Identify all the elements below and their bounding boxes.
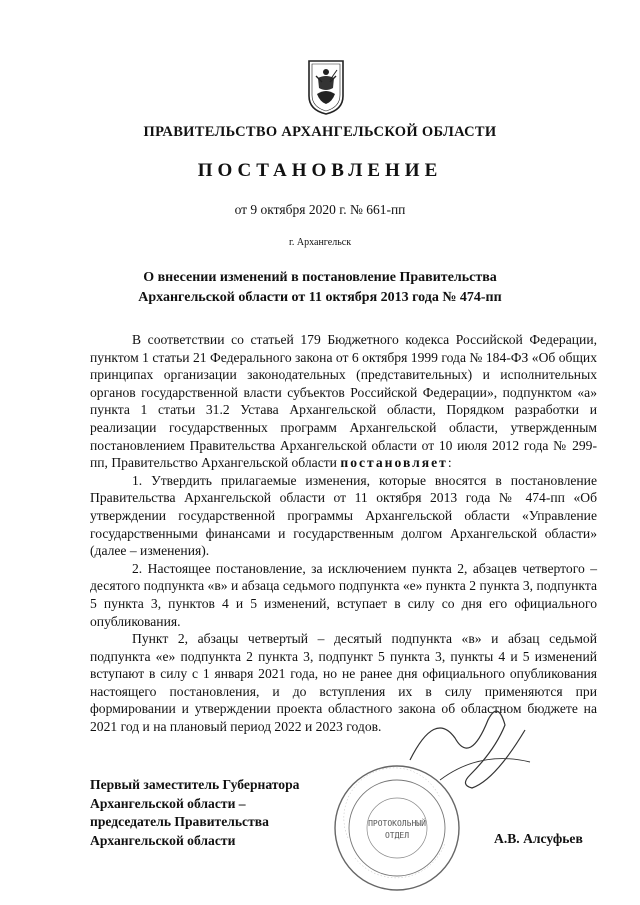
body-paragraph-item-1: 1. Утвердить прилагаемые изменения, которые вносятся в постановление Правительства Архангельской области от 11 октября 2013 года № 474-пп «Об утверждении государственной программы Архангельской области «Управление государственными финансами и государственным долгом Архангельской области» (далее – изменения). [90, 472, 597, 559]
document-type: ПОСТАНОВЛЕНИЕ [197, 160, 443, 181]
signatory-title-line: председатель Правительства [90, 814, 269, 829]
signatory-name: А.В. Алсуфьев [494, 831, 583, 846]
document-body [90, 331, 597, 736]
stamp-center-text: ПРОТОКОЛЬНЫЙ [368, 819, 426, 828]
body-paragraph-item-2-continued: Пункт 2, абзацы четвертый – десятый подпункта «в» и абзац седьмой подпункта «е» подпункта 2 пункта 3, подпункт 5 пункта 3, пункты 4 и 5 изменений вступают в силу с 1 января 2021 года, но не ранее дня официального опубликования настоящего постановления, и до вступления их в силу применяются при формировании и утверждении проекта областного закона об областном бюджете на 2021 год и на плановый период 2022 и 2023 годов. [90, 631, 597, 735]
coat-of-arms-icon [306, 58, 346, 116]
stamp-center-text: ОТДЕЛ [384, 831, 410, 840]
signatory-title-line: Первый заместитель Губернатора [90, 777, 300, 792]
subject-line: О внесении изменений в постановление Правительства [143, 270, 497, 285]
signatory-title-line: Архангельской области – [90, 795, 246, 811]
body-paragraph-item-2: 2. Настоящее постановление, за исключением пункта 2, абзацев четвертого – десятого подпункта «в» и абзаца седьмого подпункта «е» пункта 2 пункта 3, подпункта 5 пункта 3, пунктов 4 и 5 изменений, вступает в силу со дня его официального опубликования. [90, 560, 597, 629]
document-date-number: от 9 октября 2020 г. № 661-пп [234, 202, 406, 217]
document-subject [95, 268, 545, 308]
subject-line: Архангельской области от 11 октября 2013 года № 474-пп [138, 290, 502, 305]
signatory-title [90, 776, 350, 850]
preamble-text: В соответствии со статьей 179 Бюджетного кодекса Российской Федерации, пунктом 1 статьи 21 Федерального закона от 6 октября 1999 года № 184-ФЗ «Об общих принципах организации законодательных (представительных) и исполнительных органов государственной власти субъектов Российской Федерации», подпунктом «а» пункта 1 статьи 31.2 Устава Архангельской области, Порядком разработки и реализации государственных программ Архангельской области, утвержденным постановлением Правительства Архангельской области от 10 июля 2012 года № 299-пп, Правительство Архангельской области [90, 332, 597, 471]
organization-title: ПРАВИТЕЛЬСТВО АРХАНГЕЛЬСКОЙ ОБЛАСТИ [143, 124, 497, 140]
body-paragraph-preamble [90, 331, 597, 472]
decree-word: постановляет [340, 455, 448, 471]
protocol-stamp [330, 758, 464, 898]
decree-colon: : [447, 455, 452, 471]
document-city: г. Архангельск [288, 237, 352, 248]
signatory-title-line: Архангельской области [90, 832, 236, 848]
